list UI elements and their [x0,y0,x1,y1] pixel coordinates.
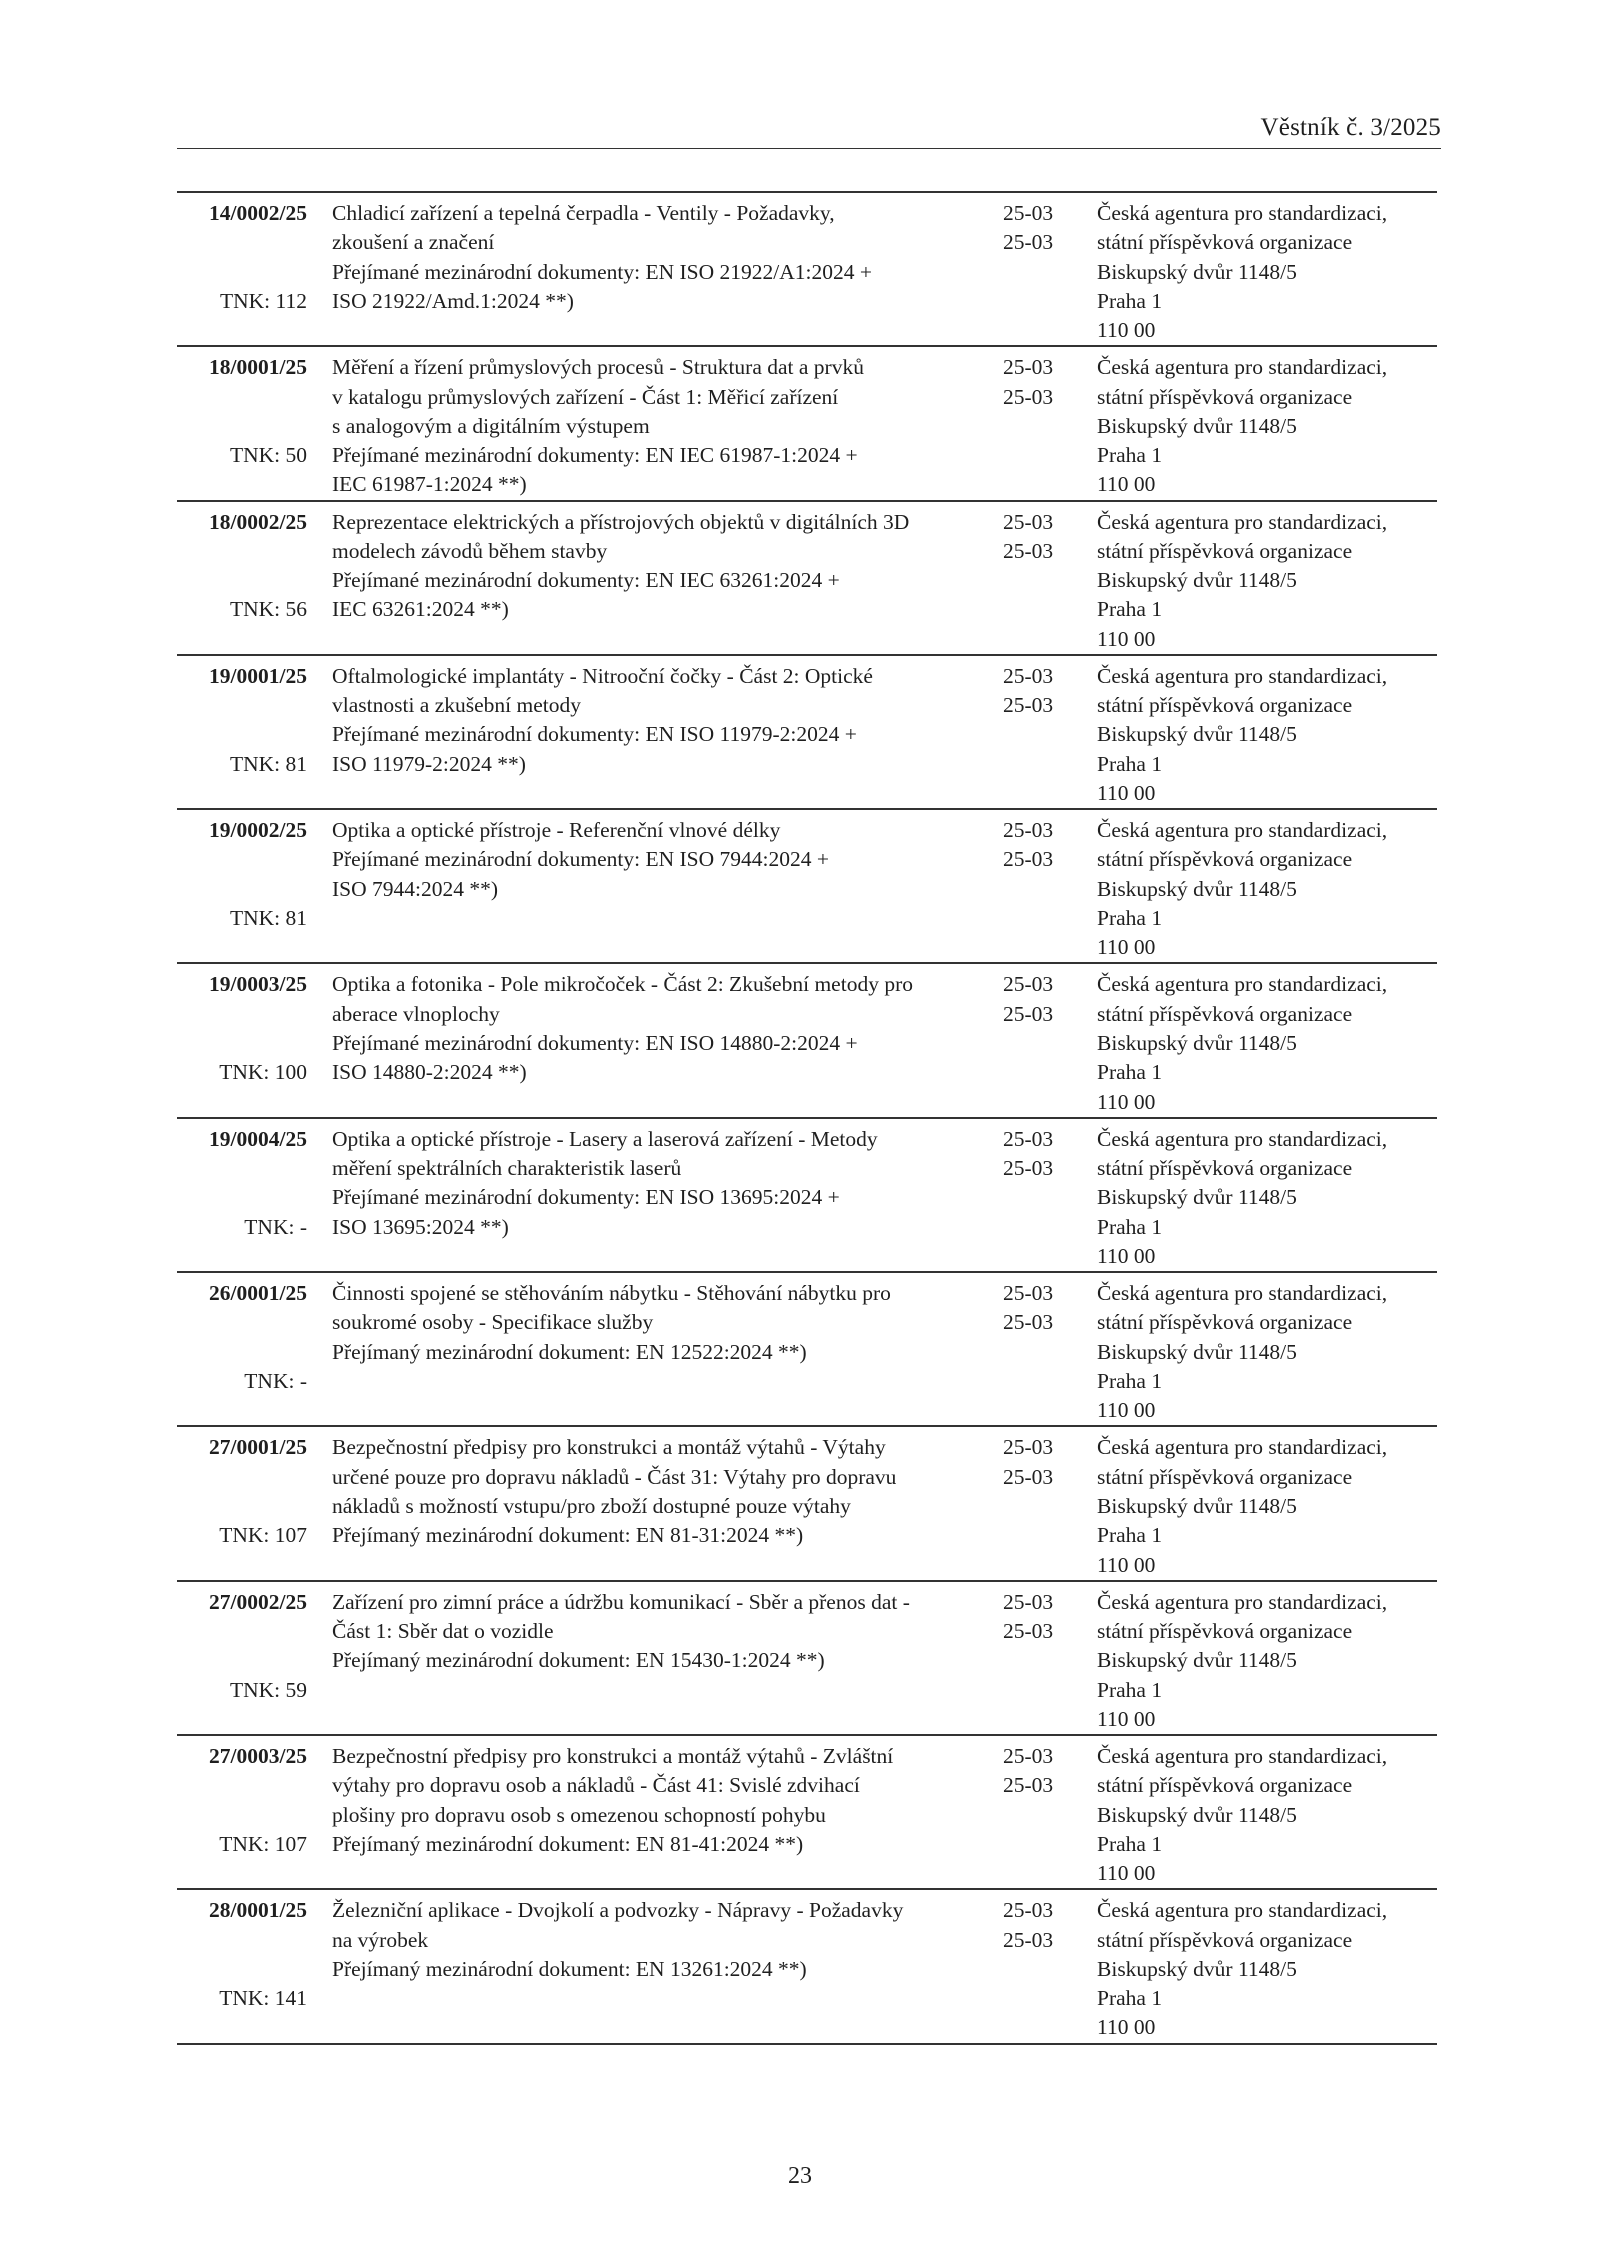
entry-address [1097,816,1442,962]
entry-address-line: Biskupský dvůr 1148/5 [1097,259,1297,284]
entry-title-line: určené pouze pro dopravu nákladů - Část 31: Výtahy pro dopravu [332,1464,897,1489]
entry-address [1097,662,1442,808]
entry-address-line: Biskupský dvůr 1148/5 [1097,413,1297,438]
entry-dates [1003,1279,1073,1338]
entry-dates [1003,1742,1073,1801]
entry-address [1097,970,1442,1116]
entry-title-line: Přejímaný mezinárodní dokument: EN 12522:2024 **) [332,1339,807,1364]
table-row [177,1890,1437,2044]
entry-address-line: Biskupský dvůr 1148/5 [1097,1648,1297,1673]
entry-code: 14/0002/25 [209,201,307,225]
entry-title-line: Měření a řízení průmyslových procesů - Struktura dat a prvků [332,355,864,380]
entry-address-line: Biskupský dvůr 1148/5 [1097,1185,1297,1210]
entry-title-line: v katalogu průmyslových zařízení - Část 1: Měřicí zařízení [332,384,839,409]
entry-address-line: Česká agentura pro standardizaci, [1097,1281,1388,1306]
entry-title [332,1896,1008,1984]
entry-tnk: TNK: 56 [229,597,307,622]
entry-tnk: TNK: 81 [229,906,307,931]
entry-date: 25-03 [1003,1589,1054,1614]
entry-address-line: Praha 1 [1097,906,1163,931]
table-row [177,502,1437,656]
entry-address [1097,508,1442,654]
entry-title-line: Zařízení pro zimní práce a údržbu komunikací - Sběr a přenos dat - [332,1589,910,1614]
entry-number-cell [177,970,307,1085]
entry-date: 25-03 [1003,384,1054,409]
entry-date: 25-03 [1003,663,1054,688]
entry-address [1097,353,1442,499]
entry-address [1097,1896,1442,2042]
entry-title-line: Přejímaný mezinárodní dokument: EN 81-31:2024 **) [332,1523,804,1548]
entry-code: 28/0001/25 [209,1898,307,1923]
entry-date: 25-03 [1003,1156,1054,1181]
entry-title-line: Reprezentace elektrických a přístrojových objektů v digitálních 3D [332,509,910,534]
table-row [177,193,1437,347]
table-row [177,1736,1437,1890]
entry-address-line: 110 00 [1097,1861,1156,1886]
entry-number-cell [177,1433,307,1548]
entry-tnk: TNK: 81 [229,751,307,776]
entry-number-cell [177,353,307,468]
entry-address-line: Česká agentura pro standardizaci, [1097,818,1388,843]
entry-date: 25-03 [1003,538,1054,563]
entry-title [332,662,1008,779]
entry-number-cell [177,1125,307,1239]
entry-tnk: TNK: - [244,1214,307,1239]
entry-address [1097,199,1442,345]
entry-title-line: Přejímané mezinárodní dokumenty: EN ISO 13695:2024 + [332,1185,840,1210]
entry-address-line: státní příspěvková organizace [1097,693,1353,718]
entry-title-line: Činnosti spojené se stěhováním nábytku - Stěhování nábytku pro [332,1281,891,1306]
entry-address-line: 110 00 [1097,1243,1156,1268]
entry-title-line: zkoušení a značení [332,230,495,255]
table-row [177,810,1437,964]
entry-address-line: Praha 1 [1097,1986,1163,2011]
entry-address-line: Česká agentura pro standardizaci, [1097,1589,1388,1614]
entry-date: 25-03 [1003,230,1054,255]
entry-dates [1003,1433,1073,1492]
entry-date: 25-03 [1003,972,1054,997]
entry-title [332,199,1008,316]
entry-address-line: státní příspěvková organizace [1097,1464,1353,1489]
entry-address-line: Česká agentura pro standardizaci, [1097,972,1388,997]
entry-title-line: výtahy pro dopravu osob a nákladů - Část 41: Svislé zdvihací [332,1773,860,1798]
entry-date: 25-03 [1003,693,1054,718]
entry-code: 26/0001/25 [209,1281,307,1306]
entry-code: 18/0002/25 [209,509,307,534]
entry-address-line: státní příspěvková organizace [1097,1310,1353,1335]
entry-date: 25-03 [1003,509,1054,534]
entry-title-line: soukromé osoby - Specifikace služby [332,1310,654,1335]
entry-date: 25-03 [1003,1464,1054,1489]
table-row [177,1427,1437,1581]
entry-address-line: státní příspěvková organizace [1097,538,1353,563]
entry-address-line: 110 00 [1097,2015,1156,2040]
entry-date: 25-03 [1003,1773,1054,1798]
entry-dates [1003,1896,1073,1955]
entry-tnk: TNK: 100 [219,1060,307,1085]
entry-date: 25-03 [1003,1618,1054,1643]
entry-title-line: Optika a optické přístroje - Referenční vlnové délky [332,818,781,843]
entry-dates [1003,662,1073,721]
table-row [177,656,1437,810]
entry-address-line: 110 00 [1097,935,1156,960]
entry-title-line: Optika a optické přístroje - Lasery a laserová zařízení - Metody [332,1126,878,1151]
entry-number-cell [177,816,307,931]
entry-date: 25-03 [1003,355,1054,380]
entry-address-line: státní příspěvková organizace [1097,847,1353,872]
entry-title-line: Přejímané mezinárodní dokumenty: EN ISO 14880-2:2024 + [332,1031,858,1056]
entry-title [332,970,1008,1087]
entry-tnk: TNK: - [244,1368,307,1393]
entry-dates [1003,199,1073,258]
entry-address-line: Biskupský dvůr 1148/5 [1097,876,1297,901]
entry-title-line: Přejímané mezinárodní dokumenty: EN ISO 21922/A1:2024 + [332,259,872,284]
entry-address-line: státní příspěvková organizace [1097,1927,1353,1952]
entry-title-line: ISO 14880-2:2024 **) [332,1060,527,1085]
entry-title [332,508,1008,625]
entry-date: 25-03 [1003,1743,1054,1768]
entry-address-line: Praha 1 [1097,1523,1163,1548]
entry-title-line: Chladicí zařízení a tepelná čerpadla - Ventily - Požadavky, [332,201,835,225]
entry-title-line: Přejímané mezinárodní dokumenty: EN ISO 7944:2024 + [332,847,829,872]
entry-dates [1003,353,1073,412]
entry-address-line: 110 00 [1097,1552,1156,1577]
table-row [177,1119,1437,1273]
entry-number-cell [177,199,307,313]
entry-title [332,1742,1008,1859]
entry-date: 25-03 [1003,1001,1054,1026]
entry-address-line: Česká agentura pro standardizaci, [1097,509,1388,534]
table-row [177,1582,1437,1736]
entry-address-line: 110 00 [1097,626,1156,651]
entry-address-line: státní příspěvková organizace [1097,1618,1353,1643]
entry-dates [1003,1125,1073,1184]
entry-title [332,1279,1008,1367]
page-number: 23 [788,2163,812,2189]
entry-title [332,816,1008,904]
entry-date: 25-03 [1003,1898,1054,1923]
entry-title-line: ISO 11979-2:2024 **) [332,751,526,776]
entry-title-line: Přejímaný mezinárodní dokument: EN 13261:2024 **) [332,1956,807,1981]
entry-address-line: Praha 1 [1097,1060,1163,1085]
entry-tnk: TNK: 112 [220,288,307,313]
entry-address [1097,1588,1442,1734]
entry-code: 27/0001/25 [209,1435,307,1460]
entry-title-line: Přejímané mezinárodní dokumenty: EN IEC 63261:2024 + [332,568,840,593]
entry-title [332,353,1008,499]
entry-address-line: 110 00 [1097,1398,1156,1423]
entry-title-line: plošiny pro dopravu osob s omezenou schopností pohybu [332,1802,826,1827]
entry-address-line: státní příspěvková organizace [1097,1001,1353,1026]
entry-date: 25-03 [1003,1435,1054,1460]
entry-number-cell [177,1588,307,1702]
entry-code: 19/0004/25 [209,1126,307,1151]
entry-title-line: nákladů s možností vstupu/pro zboží dostupné pouze výtahy [332,1493,851,1518]
entry-address-line: Praha 1 [1097,443,1163,468]
entry-date: 25-03 [1003,201,1054,225]
entry-dates [1003,970,1073,1029]
entry-code: 19/0003/25 [209,972,307,997]
entry-address-line: Praha 1 [1097,1214,1163,1239]
entry-code: 18/0001/25 [209,355,307,380]
entry-title-line: Optika a fotonika - Pole mikročoček - Část 2: Zkušební metody pro [332,972,913,997]
entry-address-line: 110 00 [1097,1089,1156,1114]
entry-date: 25-03 [1003,818,1054,843]
entry-title [332,1433,1008,1550]
entry-address [1097,1742,1442,1888]
entry-address-line: Praha 1 [1097,1677,1163,1702]
entry-address-line: Praha 1 [1097,597,1163,622]
entry-title-line: na výrobek [332,1927,429,1952]
entry-code: 27/0002/25 [209,1589,307,1614]
entry-title-line: Oftalmologické implantáty - Nitrooční čočky - Část 2: Optické [332,663,873,688]
entry-title-line: ISO 21922/Amd.1:2024 **) [332,288,574,313]
entry-address-line: 110 00 [1097,472,1156,497]
entry-title-line: Přejímané mezinárodní dokumenty: EN IEC 61987-1:2024 + [332,443,858,468]
entry-title-line: IEC 63261:2024 **) [332,597,509,622]
entry-address-line: státní příspěvková organizace [1097,1773,1353,1798]
entry-title-line: aberace vlnoplochy [332,1001,500,1026]
entry-title-line: Bezpečnostní předpisy pro konstrukci a montáž výtahů - Zvláštní [332,1743,894,1768]
entry-address-line: Česká agentura pro standardizaci, [1097,1435,1388,1460]
entry-address-line: státní příspěvková organizace [1097,230,1353,255]
entry-date: 25-03 [1003,1281,1054,1306]
entry-title-line: IEC 61987-1:2024 **) [332,472,527,497]
entry-number-cell [177,662,307,776]
page-header [177,112,1441,149]
entry-address-line: Praha 1 [1097,288,1163,313]
entry-title-line: modelech závodů během stavby [332,538,608,563]
entry-date: 25-03 [1003,1126,1054,1151]
entry-address-line: Praha 1 [1097,1368,1163,1393]
entry-code: 27/0003/25 [209,1743,307,1768]
entry-address-line: Biskupský dvůr 1148/5 [1097,1339,1297,1364]
entry-number-cell [177,1896,307,2011]
entry-number-cell [177,1742,307,1856]
entry-code: 19/0002/25 [209,818,307,843]
entry-address-line: Biskupský dvůr 1148/5 [1097,1956,1297,1981]
entry-date: 25-03 [1003,847,1054,872]
entry-address [1097,1279,1442,1425]
entry-title-line: Část 1: Sběr dat o vozidle [332,1618,554,1643]
entry-address-line: státní příspěvková organizace [1097,384,1353,409]
entry-code: 19/0001/25 [209,663,307,688]
entry-address-line: Česká agentura pro standardizaci, [1097,201,1388,225]
journal-title: Věstník č. 3/2025 [1260,114,1441,141]
standards-table [177,191,1437,2045]
entry-tnk: TNK: 59 [229,1677,307,1702]
entry-address [1097,1125,1442,1271]
entry-address-line: Česká agentura pro standardizaci, [1097,1743,1388,1768]
entry-tnk: TNK: 107 [219,1831,307,1856]
entry-address-line: Česká agentura pro standardizaci, [1097,663,1388,688]
entry-address-line: Česká agentura pro standardizaci, [1097,1126,1388,1151]
entry-tnk: TNK: 107 [219,1523,307,1548]
table-row [177,1273,1437,1427]
entry-address-line: Biskupský dvůr 1148/5 [1097,722,1297,747]
entry-title-line: vlastnosti a zkušební metody [332,693,582,718]
entry-address-line: Česká agentura pro standardizaci, [1097,355,1388,380]
entry-title-line: ISO 7944:2024 **) [332,876,499,901]
entry-address-line: 110 00 [1097,781,1156,806]
entry-title-line: Železniční aplikace - Dvojkolí a podvozky - Nápravy - Požadavky [332,1898,904,1923]
entry-address-line: 110 00 [1097,318,1156,343]
entry-address-line: Biskupský dvůr 1148/5 [1097,568,1297,593]
entry-date: 25-03 [1003,1927,1054,1952]
entry-address-line: 110 00 [1097,1706,1156,1731]
table-row [177,964,1437,1118]
entry-address-line: Biskupský dvůr 1148/5 [1097,1802,1297,1827]
entry-dates [1003,1588,1073,1647]
entry-title [332,1125,1008,1242]
entry-title-line: Přejímaný mezinárodní dokument: EN 15430-1:2024 **) [332,1648,825,1673]
entry-date: 25-03 [1003,1310,1054,1335]
entry-address [1097,1433,1442,1579]
entry-address-line: Biskupský dvůr 1148/5 [1097,1493,1297,1518]
table-row [177,347,1437,501]
entry-title-line: měření spektrálních charakteristik laserů [332,1156,682,1181]
entry-title [332,1588,1008,1676]
entry-number-cell [177,1279,307,1393]
entry-title-line: Přejímané mezinárodní dokumenty: EN ISO 11979-2:2024 + [332,722,857,747]
entry-title-line: s analogovým a digitálním výstupem [332,413,650,438]
entry-number-cell [177,508,307,622]
entry-dates [1003,816,1073,875]
entry-title-line: ISO 13695:2024 **) [332,1214,509,1239]
entry-tnk: TNK: 141 [219,1986,307,2011]
entry-address-line: Česká agentura pro standardizaci, [1097,1898,1388,1923]
entry-dates [1003,508,1073,567]
entry-tnk: TNK: 50 [229,443,307,468]
entry-address-line: státní příspěvková organizace [1097,1156,1353,1181]
entry-address-line: Biskupský dvůr 1148/5 [1097,1031,1297,1056]
entry-title-line: Přejímaný mezinárodní dokument: EN 81-41:2024 **) [332,1831,804,1856]
entry-title-line: Bezpečnostní předpisy pro konstrukci a montáž výtahů - Výtahy [332,1435,886,1460]
entry-address-line: Praha 1 [1097,751,1163,776]
entry-address-line: Praha 1 [1097,1831,1163,1856]
